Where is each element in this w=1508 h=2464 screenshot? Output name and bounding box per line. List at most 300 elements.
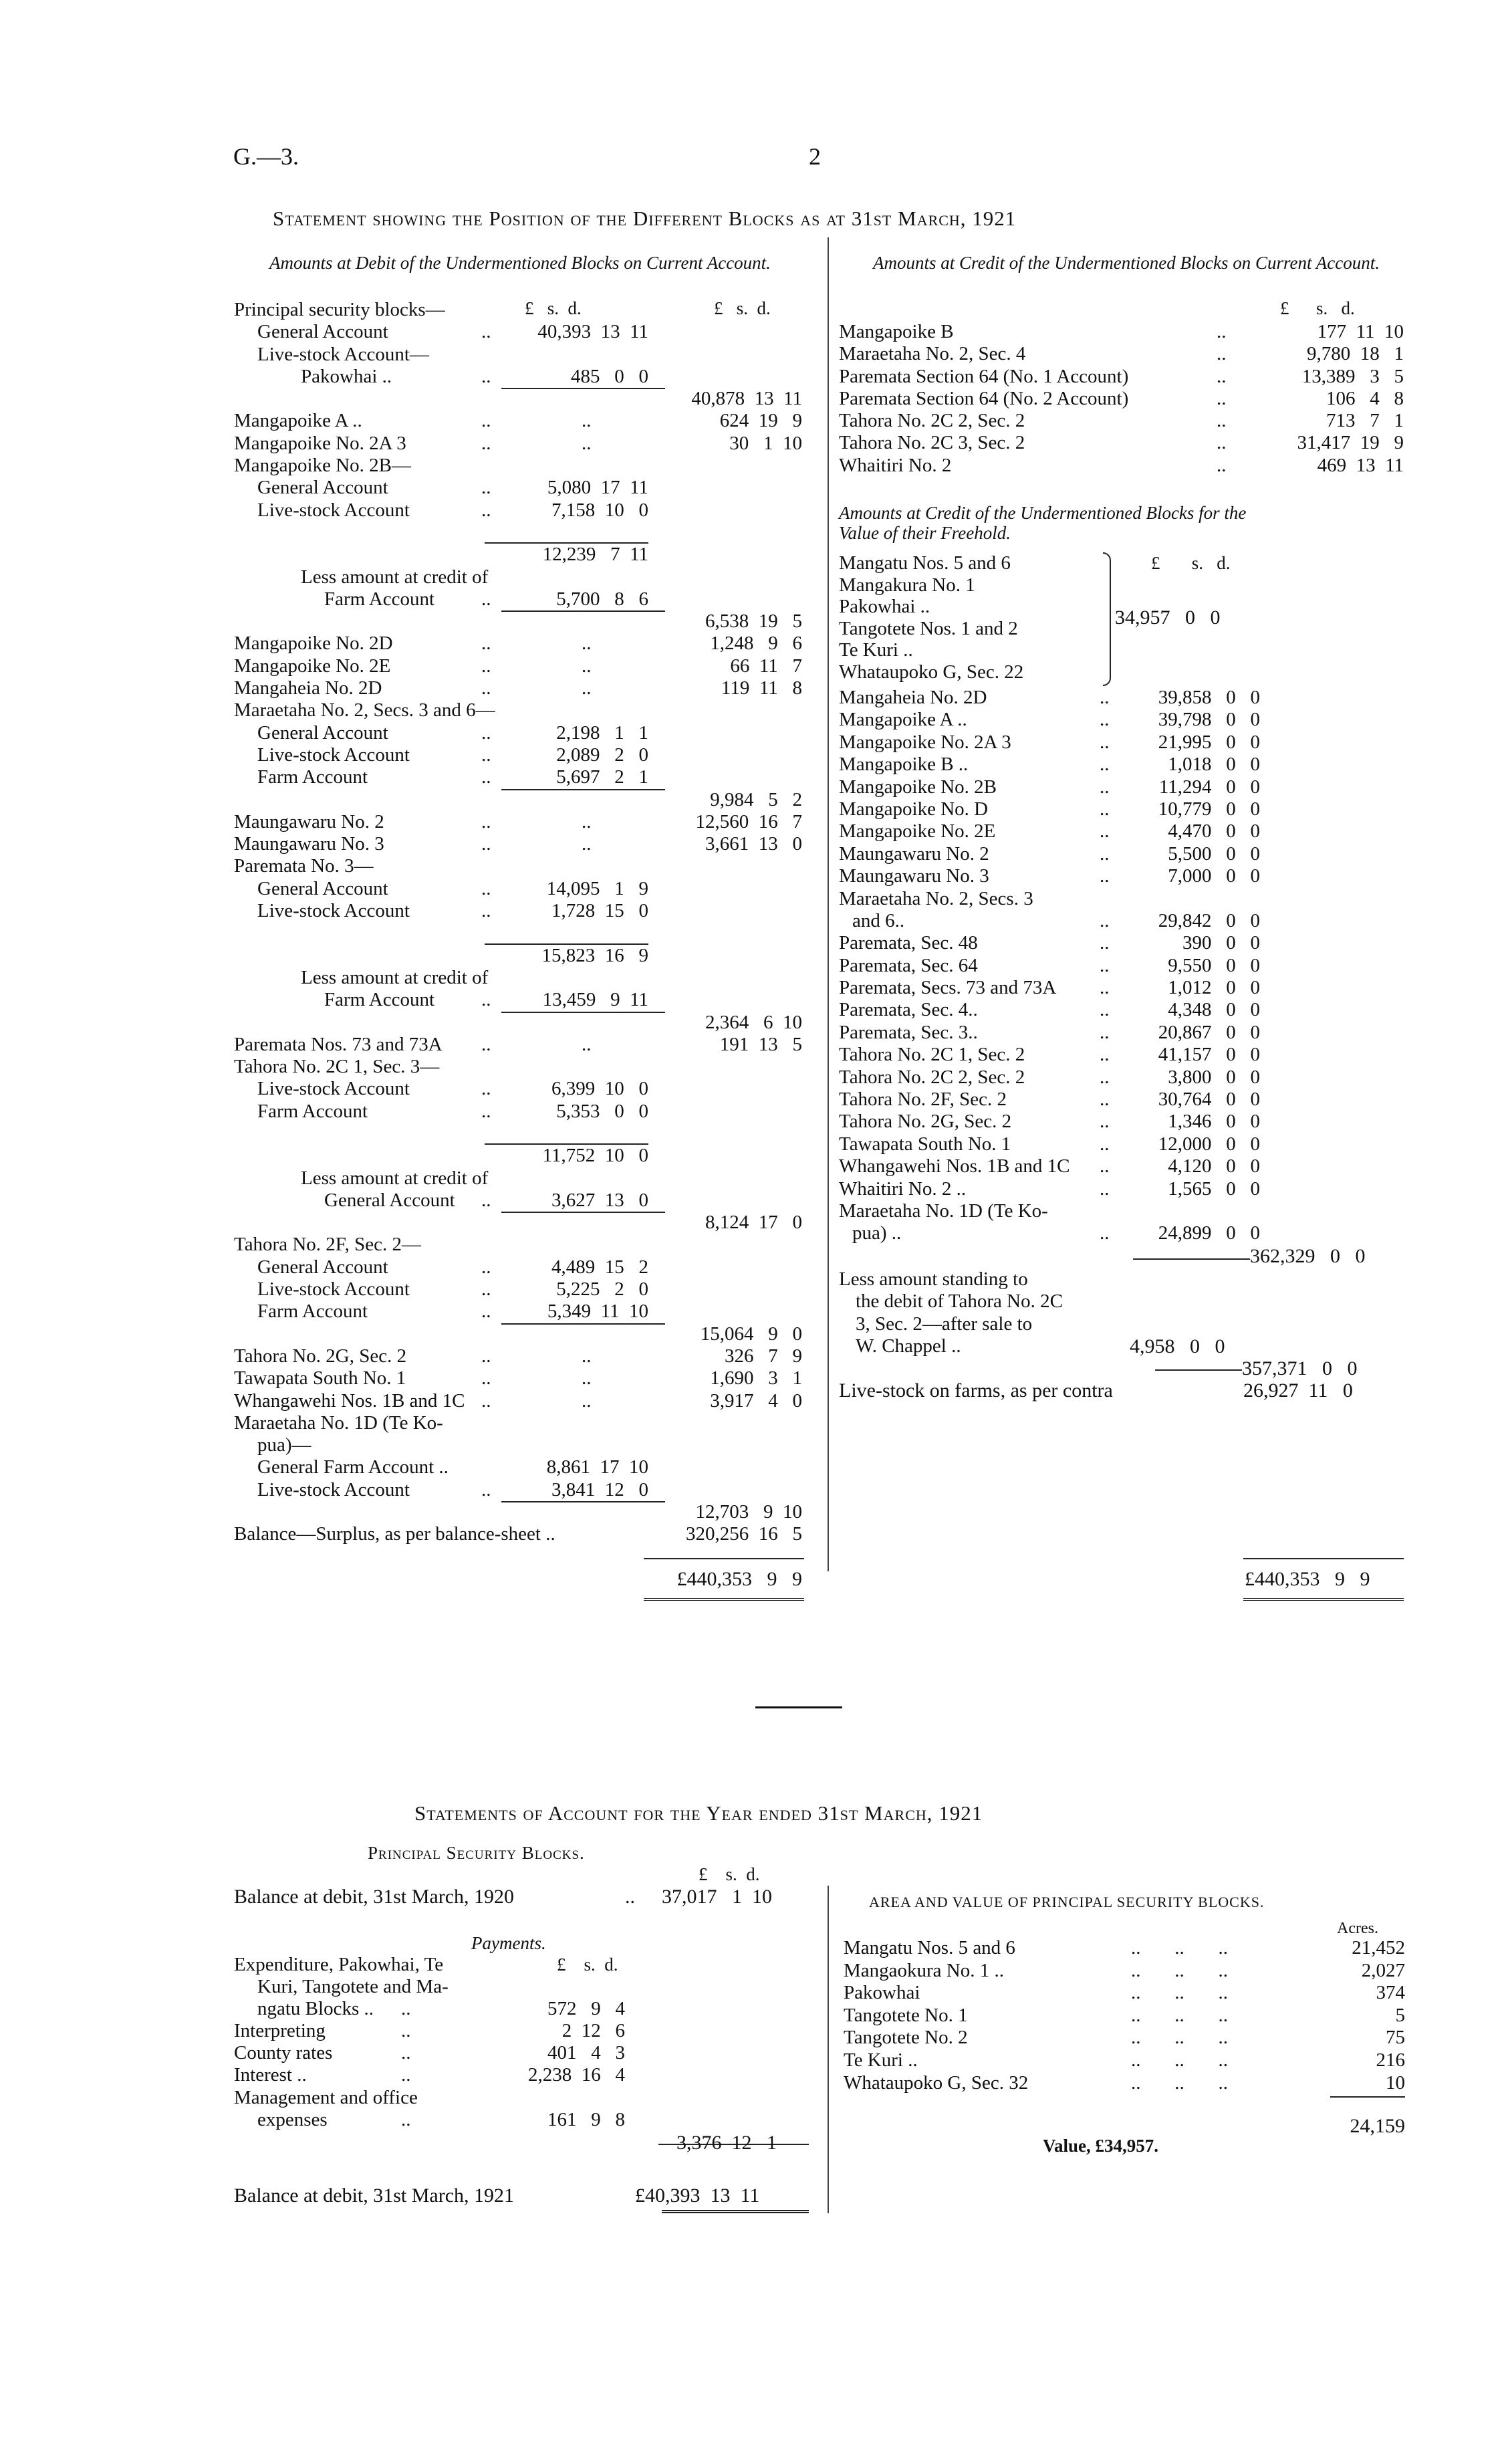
credit-row-value: 106 4 8 bbox=[1326, 387, 1404, 409]
debit-row-label: General Account bbox=[257, 721, 388, 744]
debit-row-total: 9,984 5 2 bbox=[710, 788, 802, 810]
debit-row-total: 30 1 10 bbox=[729, 432, 802, 454]
less-line bbox=[839, 1335, 1146, 1357]
debit-row-label: Live-stock Account bbox=[257, 744, 410, 766]
debit-row-amount: 5,225 2 0 bbox=[556, 1278, 648, 1301]
freehold-row-label: Tawapata South No. 1 bbox=[839, 1133, 1011, 1155]
debit-row bbox=[234, 477, 809, 499]
freehold-row-value: 10,779 0 0 bbox=[1158, 798, 1260, 820]
debit-row bbox=[234, 1190, 809, 1212]
payments-table bbox=[234, 1954, 662, 2131]
closing-value: £40,393 13 11 bbox=[635, 2185, 760, 2207]
debit-row-amount: 12,239 7 11 bbox=[542, 544, 648, 566]
debit-row-label: Balance—Surplus, as per balance-sheet .. bbox=[234, 1523, 555, 1545]
freehold-row bbox=[839, 732, 1407, 754]
freehold-row-dots: .. bbox=[1100, 954, 1110, 976]
freehold-row-label: Maraetaha No. 2, Secs. 3 bbox=[839, 887, 1033, 909]
debit-row-total: 3,661 13 0 bbox=[705, 833, 802, 855]
freehold-row-dots: .. bbox=[1100, 709, 1110, 731]
sub-rule bbox=[485, 1143, 648, 1145]
freehold-row-value: 5,500 0 0 bbox=[1168, 843, 1260, 865]
freehold-row bbox=[839, 1178, 1407, 1200]
freehold-row-value: 1,565 0 0 bbox=[1168, 1178, 1260, 1200]
debit-row-label: Mangapoike No. 2A 3 bbox=[234, 432, 406, 454]
debit-row-label: Live-stock Account bbox=[257, 499, 410, 521]
debit-row-dots: .. bbox=[481, 877, 491, 899]
debit-row bbox=[234, 1301, 809, 1323]
debit-currency-a: £ s. d. bbox=[525, 298, 582, 318]
debit-row-amount: 11,752 10 0 bbox=[542, 1145, 648, 1167]
payment-row bbox=[234, 1976, 662, 1998]
area-row-label: Mangaokura No. 1 .. bbox=[844, 1959, 1005, 1981]
freehold-row-dots: .. bbox=[1100, 1178, 1110, 1200]
acres-label: Acres. bbox=[1337, 1920, 1378, 1937]
freehold-row-dots: .. bbox=[1100, 798, 1110, 820]
debit-row bbox=[234, 1390, 809, 1412]
debit-row-dots: .. bbox=[582, 1345, 592, 1367]
debit-row-label: General Account bbox=[257, 477, 388, 499]
payment-label: Kuri, Tangotete and Ma- bbox=[257, 1976, 449, 1998]
debit-row-amount: 7,158 10 0 bbox=[551, 499, 648, 521]
debit-row-amount: 8,861 17 10 bbox=[546, 1456, 648, 1478]
debit-row bbox=[234, 1078, 809, 1100]
area-row-dots: .. .. .. bbox=[1131, 2027, 1228, 2049]
freehold-row-label: and 6.. bbox=[852, 909, 905, 931]
area-row bbox=[844, 1937, 1405, 1960]
debit-row-label: Tahora No. 2C 1, Sec. 3— bbox=[234, 1056, 440, 1078]
debit-row-dots: .. bbox=[481, 410, 491, 432]
area-row-value: 5 bbox=[1395, 2004, 1405, 2026]
brace-item bbox=[839, 661, 1146, 683]
debit-row-total: 191 13 5 bbox=[719, 1033, 802, 1055]
debit-row-dots: .. bbox=[481, 588, 491, 610]
debit-row-dots: .. bbox=[481, 833, 491, 855]
freehold-currency: £ s. d. bbox=[1151, 553, 1231, 573]
debit-row bbox=[234, 744, 809, 766]
credit-row bbox=[839, 343, 1407, 365]
debit-row bbox=[234, 388, 809, 410]
payment-dots: .. bbox=[401, 2108, 411, 2130]
area-total: 24,159 bbox=[1350, 2115, 1405, 2137]
debit-row-label: Mangapoike No. 2B— bbox=[234, 455, 411, 477]
freehold-row-dots: .. bbox=[1100, 977, 1110, 999]
debit-row bbox=[234, 766, 809, 788]
freehold-row-value: 11,294 0 0 bbox=[1158, 776, 1260, 798]
debit-row-total: 624 19 9 bbox=[719, 410, 802, 432]
debit-row-total: 15,064 9 0 bbox=[700, 1323, 802, 1345]
payment-label: ngatu Blocks .. bbox=[257, 1998, 374, 2020]
freehold-row-dots: .. bbox=[1100, 999, 1110, 1021]
opening-dots: .. bbox=[625, 1886, 635, 1908]
freehold-row-value: 1,012 0 0 bbox=[1168, 977, 1260, 999]
debit-row-label: Farm Account bbox=[257, 1301, 368, 1323]
debit-row-label: General Farm Account .. bbox=[257, 1456, 449, 1478]
brace-item-label: Tangotete Nos. 1 and 2 bbox=[839, 617, 1018, 639]
debit-row bbox=[234, 1345, 809, 1367]
sub-rule bbox=[501, 1501, 665, 1502]
brace-item-label: Mangatu Nos. 5 and 6 bbox=[839, 552, 1011, 574]
freehold-row-value: 21,995 0 0 bbox=[1158, 731, 1260, 753]
debit-row-total: 12,703 9 10 bbox=[695, 1501, 802, 1523]
freehold-row-label: Maungawaru No. 3 bbox=[839, 865, 989, 887]
debit-row-amount: 5,700 8 6 bbox=[556, 588, 648, 610]
debit-row-total: 2,364 6 10 bbox=[705, 1011, 802, 1033]
debit-row-dots: .. bbox=[481, 989, 491, 1011]
debit-row-amount: 40,393 13 11 bbox=[537, 321, 648, 343]
debit-row bbox=[234, 789, 809, 811]
debit-row-dots: .. bbox=[582, 633, 592, 655]
freehold-row-label: Tahora No. 2C 2, Sec. 2 bbox=[839, 1066, 1025, 1088]
brace-item-label: Mangakura No. 1 bbox=[839, 574, 975, 596]
freehold-row bbox=[839, 1067, 1407, 1089]
freehold-row-dots: .. bbox=[1100, 731, 1110, 753]
area-row-dots: .. .. .. bbox=[1131, 2071, 1228, 2094]
less-line-text: W. Chappel .. bbox=[856, 1335, 961, 1357]
sub-rule bbox=[501, 1323, 665, 1325]
freehold-row bbox=[839, 977, 1407, 999]
debit-row-amount: 5,697 2 1 bbox=[556, 766, 648, 788]
debit-row bbox=[234, 1034, 809, 1056]
closing-label: Balance at debit, 31st March, 1921 bbox=[234, 2185, 515, 2207]
credit-row bbox=[839, 432, 1407, 454]
sub-rule bbox=[501, 388, 665, 389]
credit-row-dots: .. bbox=[1217, 321, 1227, 342]
debit-row-dots: .. bbox=[481, 677, 491, 699]
payment-label: Interpreting bbox=[234, 2020, 326, 2042]
credit-row-value: 13,389 3 5 bbox=[1301, 365, 1404, 387]
area-row bbox=[844, 1960, 1405, 1983]
freehold-row-label: Paremata, Sec. 48 bbox=[839, 932, 978, 954]
debit-row bbox=[234, 344, 809, 366]
freehold-row-dots: .. bbox=[1100, 909, 1110, 931]
debit-row-total: 1,690 3 1 bbox=[710, 1367, 802, 1389]
credit-row-dots: .. bbox=[1217, 454, 1227, 476]
freehold-row-label: Paremata, Secs. 73 and 73A bbox=[839, 977, 1057, 999]
payment-dots: .. bbox=[401, 2020, 411, 2042]
payment-row bbox=[234, 2087, 662, 2109]
freehold-row-label: Tahora No. 2F, Sec. 2 bbox=[839, 1089, 1007, 1111]
brace-item-label: Pakowhai .. bbox=[839, 596, 930, 617]
debit-row bbox=[234, 1523, 809, 1545]
freehold-row bbox=[839, 1089, 1407, 1111]
payment-value: 401 4 3 bbox=[547, 2042, 625, 2064]
debit-row-label: Less amount at credit of bbox=[301, 566, 489, 588]
brace-item bbox=[839, 596, 1146, 618]
page-ref: G.—3. bbox=[233, 143, 299, 170]
debit-row-dots: .. bbox=[481, 1367, 491, 1389]
debit-row-total: 1,248 9 6 bbox=[710, 633, 802, 655]
payment-value: 572 9 4 bbox=[547, 1998, 625, 2020]
sub-rule bbox=[501, 1012, 665, 1013]
debit-row-amount: 4,489 15 2 bbox=[551, 1256, 648, 1278]
area-row bbox=[844, 1982, 1405, 2005]
payment-label: expenses bbox=[257, 2108, 328, 2130]
credit-row-dots: .. bbox=[1217, 387, 1227, 409]
payment-value: 161 9 8 bbox=[547, 2108, 625, 2130]
area-row-dots: .. .. .. bbox=[1131, 1982, 1228, 2004]
debit-row-total: 6,538 19 5 bbox=[705, 610, 802, 633]
debit-row-dots: .. bbox=[582, 1367, 592, 1389]
credit-row-value: 713 7 1 bbox=[1326, 410, 1404, 432]
sub-rule bbox=[485, 943, 648, 945]
freehold-row bbox=[839, 687, 1407, 709]
debit-row-amount: 14,095 1 9 bbox=[546, 877, 648, 899]
freehold-row-label: Tahora No. 2G, Sec. 2 bbox=[839, 1111, 1012, 1133]
area-row-label: Tangotete No. 1 bbox=[844, 2004, 968, 2026]
payments-heading: Payments. bbox=[471, 1933, 546, 1953]
debit-row-label: Live-stock Account bbox=[257, 1478, 410, 1500]
less-line-text: Less amount standing to bbox=[839, 1268, 1028, 1290]
credit-row-label: Paremata Section 64 (No. 1 Account) bbox=[839, 365, 1129, 387]
debit-row bbox=[234, 811, 809, 833]
sub-rule bbox=[485, 542, 648, 544]
net-rule bbox=[1155, 1369, 1242, 1371]
freehold-row-dots: .. bbox=[1100, 1044, 1110, 1066]
area-row bbox=[844, 2005, 1405, 2027]
freehold-row-value: 12,000 0 0 bbox=[1158, 1133, 1260, 1155]
payments-total: 3,376 12 1 bbox=[676, 2132, 777, 2154]
area-row-label: Te Kuri .. bbox=[844, 2049, 918, 2071]
area-row bbox=[844, 2072, 1405, 2095]
brace-item-label: Whataupoko G, Sec. 22 bbox=[839, 661, 1024, 683]
debit-row bbox=[234, 677, 809, 699]
area-row-label: Tangotete No. 2 bbox=[844, 2027, 968, 2049]
debit-row-amount: 5,080 17 11 bbox=[547, 477, 648, 499]
credit-row bbox=[839, 410, 1407, 432]
freehold-row-label: Whaitiri No. 2 .. bbox=[839, 1178, 967, 1200]
debit-row-label: Farm Account bbox=[257, 766, 368, 788]
freehold-row-dots: .. bbox=[1100, 1155, 1110, 1178]
page-number: 2 bbox=[809, 143, 821, 170]
area-row-label: Pakowhai bbox=[844, 1982, 920, 2004]
freehold-row bbox=[839, 865, 1407, 887]
debit-row-total: 66 11 7 bbox=[730, 655, 802, 677]
freehold-row bbox=[839, 1200, 1407, 1222]
area-row-label: Whataupoko G, Sec. 32 bbox=[844, 2071, 1029, 2094]
payment-row bbox=[234, 1954, 662, 1976]
freehold-row-label: Tahora No. 2C 1, Sec. 2 bbox=[839, 1044, 1025, 1066]
area-table bbox=[844, 1937, 1405, 2094]
debit-row-label: Maungawaru No. 2 bbox=[234, 810, 384, 832]
debit-row-label: Farm Account bbox=[324, 588, 435, 610]
debit-currency-b: £ s. d. bbox=[714, 298, 771, 318]
debit-row-label: Principal security blocks— bbox=[234, 299, 445, 320]
debit-row bbox=[234, 1167, 809, 1190]
debit-row-amount: 1,728 15 0 bbox=[551, 900, 648, 922]
freehold-row-value: 29,842 0 0 bbox=[1158, 909, 1260, 931]
payments-currency: £ s. d. bbox=[557, 1954, 618, 1975]
brace-item-label: Te Kuri .. bbox=[839, 639, 913, 661]
area-row-value: 216 bbox=[1376, 2049, 1405, 2071]
area-row-dots: .. .. .. bbox=[1131, 1959, 1228, 1981]
debit-row-dots: .. bbox=[481, 900, 491, 922]
freehold-row-label: Mangapoike No. 2B bbox=[839, 776, 997, 798]
payment-value: 2 12 6 bbox=[561, 2020, 625, 2042]
accounts-divider bbox=[828, 1886, 829, 2213]
debit-row bbox=[234, 455, 809, 477]
debit-row-label: Tahora No. 2F, Sec. 2— bbox=[234, 1234, 421, 1256]
area-row-label: Mangatu Nos. 5 and 6 bbox=[844, 1937, 1015, 1958]
debit-row-label: Tahora No. 2G, Sec. 2 bbox=[234, 1345, 407, 1367]
debit-row-label: Tawapata South No. 1 bbox=[234, 1367, 406, 1389]
sub-rule bbox=[501, 610, 665, 612]
debit-row-dots: .. bbox=[582, 655, 592, 677]
debit-row-dots: .. bbox=[481, 499, 491, 521]
debit-row bbox=[234, 299, 809, 321]
debit-row bbox=[234, 1101, 809, 1123]
debit-row-total: 12,560 16 7 bbox=[695, 810, 802, 832]
freehold-row-dots: .. bbox=[1100, 1222, 1110, 1244]
debit-row bbox=[234, 1501, 809, 1523]
debit-row-amount: 6,399 10 0 bbox=[551, 1078, 648, 1100]
freehold-row bbox=[839, 820, 1407, 843]
debit-row bbox=[234, 833, 809, 855]
freehold-row-value: 4,348 0 0 bbox=[1168, 999, 1260, 1021]
debit-row bbox=[234, 544, 809, 566]
area-heading: AREA AND VALUE OF PRINCIPAL SECURITY BLOCKS. bbox=[869, 1894, 1265, 1910]
debit-row bbox=[234, 922, 809, 944]
debit-row-dots: .. bbox=[481, 1389, 491, 1412]
debit-row-total: 320,256 16 5 bbox=[686, 1523, 802, 1545]
debit-row-total: 3,917 4 0 bbox=[710, 1389, 802, 1412]
debit-row-dots: .. bbox=[481, 766, 491, 788]
payment-label: Interest .. bbox=[234, 2064, 307, 2086]
debit-row bbox=[234, 566, 809, 588]
debit-row-dots: .. bbox=[481, 365, 491, 387]
freehold-row-dots: .. bbox=[1100, 820, 1110, 843]
credit-row-label: Paremata Section 64 (No. 2 Account) bbox=[839, 387, 1129, 409]
debit-row-label: Paremata Nos. 73 and 73A bbox=[234, 1033, 443, 1055]
debit-row bbox=[234, 1123, 809, 1145]
livestock-value: 26,927 11 0 bbox=[1243, 1379, 1353, 1402]
freehold-row bbox=[839, 999, 1407, 1021]
psb-heading: Principal Security Blocks. bbox=[368, 1843, 585, 1863]
debit-row bbox=[234, 633, 809, 655]
debit-row-amount: 3,627 13 0 bbox=[551, 1189, 648, 1211]
debit-row-dots: .. bbox=[481, 744, 491, 766]
freehold-row bbox=[839, 798, 1407, 820]
freehold-row bbox=[839, 1222, 1407, 1244]
freehold-row-value: 24,899 0 0 bbox=[1158, 1222, 1260, 1244]
debit-row-dots: .. bbox=[582, 410, 592, 432]
credit-row-value: 31,417 19 9 bbox=[1297, 432, 1404, 454]
debit-row bbox=[234, 1012, 809, 1034]
statement-title: Statement showing the Position of the Different Blocks as at 31st March, 1921 bbox=[273, 207, 1017, 230]
freehold-row-value: 39,798 0 0 bbox=[1158, 709, 1260, 731]
freehold-row-dots: .. bbox=[1100, 843, 1110, 865]
debit-row bbox=[234, 967, 809, 989]
debit-row bbox=[234, 699, 809, 721]
debit-row-label: pua)— bbox=[257, 1434, 311, 1456]
credit-row bbox=[839, 388, 1407, 410]
debit-row bbox=[234, 1145, 809, 1167]
credit-row-value: 177 11 10 bbox=[1317, 321, 1404, 342]
freehold-row-label: Whangawehi Nos. 1B and 1C bbox=[839, 1155, 1070, 1178]
debit-row-total: 119 11 8 bbox=[721, 677, 802, 699]
area-row-value: 21,452 bbox=[1352, 1937, 1405, 1958]
area-row bbox=[844, 2027, 1405, 2049]
credit-row-value: 469 13 11 bbox=[1317, 454, 1404, 476]
debit-row-total: 40,878 13 11 bbox=[691, 388, 802, 410]
debit-row-label: Farm Account bbox=[324, 989, 435, 1011]
freehold-row bbox=[839, 1022, 1407, 1044]
freehold-row-value: 39,858 0 0 bbox=[1158, 687, 1260, 708]
brace-item bbox=[839, 618, 1146, 640]
debit-row bbox=[234, 1278, 809, 1301]
debit-row bbox=[234, 1434, 809, 1456]
debit-row-dots: .. bbox=[481, 810, 491, 832]
payment-label: Expenditure, Pakowhai, Te bbox=[234, 1954, 444, 1975]
freehold-row-label: Maungawaru No. 2 bbox=[839, 843, 989, 865]
debit-row bbox=[234, 588, 809, 610]
debit-row-amount: 2,198 1 1 bbox=[556, 721, 648, 744]
freehold-row bbox=[839, 955, 1407, 977]
debit-row-label: Less amount at credit of bbox=[301, 966, 489, 988]
less-value: 4,958 0 0 bbox=[1130, 1335, 1225, 1357]
debit-row-dots: .. bbox=[481, 1301, 491, 1323]
debit-row-dots: .. bbox=[481, 1078, 491, 1100]
debit-row bbox=[234, 410, 809, 432]
freehold-row-label: Paremata, Sec. 64 bbox=[839, 954, 978, 976]
less-block bbox=[839, 1268, 1146, 1357]
opening-label: Balance at debit, 31st March, 1920 bbox=[234, 1886, 515, 1908]
less-line-text: 3, Sec. 2—after sale to bbox=[856, 1313, 1033, 1335]
credit-row-dots: .. bbox=[1217, 365, 1227, 387]
debit-row-label: General Account bbox=[257, 877, 388, 899]
debit-row-label: Maraetaha No. 2, Secs. 3 and 6— bbox=[234, 699, 495, 721]
freehold-row-dots: .. bbox=[1100, 1021, 1110, 1043]
freehold-table bbox=[839, 687, 1407, 1245]
credit-row-label: Maraetaha No. 2, Sec. 4 bbox=[839, 343, 1026, 365]
freehold-row-label: Mangapoike A .. bbox=[839, 709, 967, 731]
payment-dots: .. bbox=[401, 1998, 411, 2020]
less-line bbox=[839, 1291, 1146, 1313]
psb-currency: £ s. d. bbox=[699, 1864, 760, 1884]
brace-item bbox=[839, 574, 1146, 596]
credit-row-dots: .. bbox=[1217, 432, 1227, 454]
debit-row-label: Live-stock Account bbox=[257, 900, 410, 922]
area-row bbox=[844, 2049, 1405, 2072]
debit-row-dots: .. bbox=[481, 721, 491, 744]
freehold-row-value: 1,018 0 0 bbox=[1168, 754, 1260, 776]
payment-row bbox=[234, 2064, 662, 2086]
less-line bbox=[839, 1313, 1146, 1335]
freehold-row-dots: .. bbox=[1100, 932, 1110, 954]
credit-currency: £ s. d. bbox=[1280, 298, 1355, 318]
debit-row bbox=[234, 1256, 809, 1278]
debit-total-rule bbox=[644, 1558, 804, 1559]
freehold-row-label: Paremata, Sec. 3.. bbox=[839, 1021, 978, 1043]
freehold-row bbox=[839, 910, 1407, 932]
area-row-dots: .. .. .. bbox=[1131, 1937, 1228, 1958]
debit-row-label: General Account bbox=[257, 321, 388, 343]
freehold-row bbox=[839, 709, 1407, 731]
debit-row bbox=[234, 945, 809, 967]
net-value: 357,371 0 0 bbox=[1242, 1357, 1358, 1379]
freehold-row-dots: .. bbox=[1100, 1066, 1110, 1088]
area-row-value: 75 bbox=[1386, 2027, 1405, 2049]
debit-row bbox=[234, 1234, 809, 1256]
credit-row-label: Mangapoike B bbox=[839, 321, 954, 342]
credit-total-rule bbox=[1243, 1558, 1404, 1559]
brace-item bbox=[839, 552, 1146, 574]
freehold-row-dots: .. bbox=[1100, 754, 1110, 776]
freehold-row bbox=[839, 843, 1407, 865]
debit-row-label: Mangapoike No. 2D bbox=[234, 633, 393, 655]
debit-row bbox=[234, 1367, 809, 1389]
less-line bbox=[839, 1268, 1146, 1291]
debit-row-label: Whangawehi Nos. 1B and 1C bbox=[234, 1389, 465, 1412]
